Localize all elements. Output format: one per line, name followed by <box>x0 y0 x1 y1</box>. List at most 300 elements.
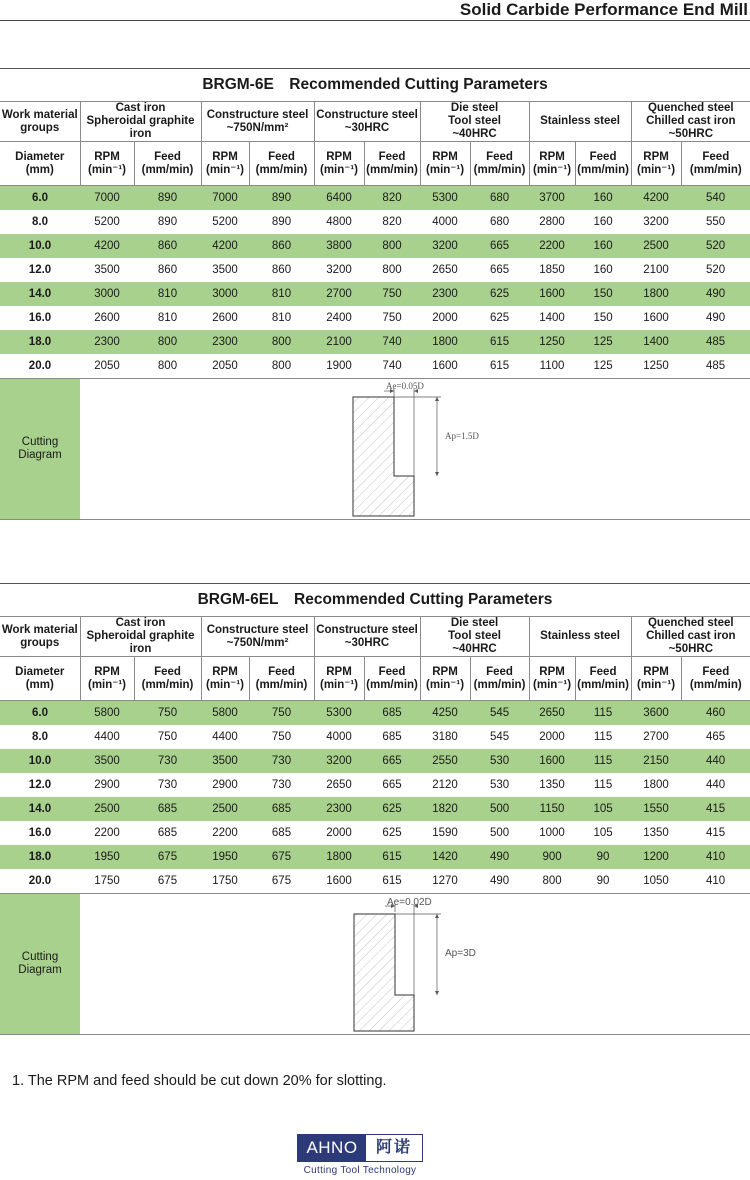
header-text: (min⁻¹) <box>87 163 126 176</box>
value-cell: 4200 <box>201 234 249 258</box>
value-cell: 890 <box>249 186 314 211</box>
value-cell: 2000 <box>432 312 458 324</box>
unit-header-row <box>0 657 750 701</box>
header-text: ~50HRC <box>668 643 714 655</box>
feed-header <box>134 657 201 701</box>
value-cell: 485 <box>705 360 726 372</box>
table-row <box>0 354 750 379</box>
value-cell: 750 <box>157 731 178 743</box>
value-cell: 820 <box>382 216 402 228</box>
value-cell: 1150 <box>529 797 575 821</box>
value-cell: 105 <box>593 827 613 839</box>
header-text: Feed <box>154 150 181 163</box>
diameter-cell: 12.0 <box>28 779 52 791</box>
value-cell: 625 <box>470 282 529 306</box>
value-cell: 3500 <box>212 264 238 276</box>
value-cell: 615 <box>382 875 402 887</box>
rpm-header <box>201 142 249 186</box>
value-cell: 460 <box>681 701 750 726</box>
material-group-header <box>80 617 201 657</box>
header-text: (mm/min) <box>255 678 308 691</box>
value-cell: 890 <box>157 216 178 228</box>
value-cell: 615 <box>489 360 510 372</box>
header-text: Spheroidal graphite <box>86 115 195 127</box>
value-cell: 3000 <box>201 282 249 306</box>
header-text: (mm/min) <box>255 163 308 176</box>
value-cell: 730 <box>249 749 314 773</box>
value-cell: 520 <box>681 234 750 258</box>
header-text: (min⁻¹) <box>426 163 465 176</box>
material-group-header <box>80 102 201 142</box>
value-cell: 1820 <box>420 797 470 821</box>
header-text: (min⁻¹) <box>533 163 572 176</box>
value-cell: 2500 <box>80 797 134 821</box>
value-cell: 890 <box>271 216 292 228</box>
header-text: RPM <box>539 665 565 678</box>
value-cell: 545 <box>470 701 529 726</box>
value-cell: 800 <box>382 264 402 276</box>
header-text: Feed <box>589 150 617 163</box>
ap-label: Ap=3D <box>445 948 476 959</box>
work-material-groups-header <box>0 102 80 142</box>
value-cell: 490 <box>470 845 529 869</box>
value-cell: 2650 <box>326 779 352 791</box>
cutting-diagram-row <box>0 894 750 1035</box>
value-cell: 3000 <box>80 282 134 306</box>
header-text: (mm/min) <box>689 163 742 176</box>
value-cell: 750 <box>249 701 314 726</box>
value-cell: 4200 <box>631 186 681 211</box>
rpm-header <box>420 142 470 186</box>
value-cell: 730 <box>271 779 292 791</box>
cutting-diagram <box>80 379 750 519</box>
value-cell: 1000 <box>539 827 565 839</box>
header-text: Tool steel <box>448 630 501 642</box>
value-cell: 125 <box>593 360 613 372</box>
header-text: Stainless steel <box>540 630 620 642</box>
logo-text-en: AHNO <box>298 1135 366 1161</box>
feed-header <box>364 142 420 186</box>
value-cell: 5800 <box>80 701 134 726</box>
value-cell: 7000 <box>80 186 134 211</box>
value-cell: 2600 <box>212 312 238 324</box>
header-text: RPM <box>643 150 669 163</box>
cutting-parameters-table <box>0 616 750 1035</box>
material-group-header <box>529 102 631 142</box>
header-text: (min⁻¹) <box>320 163 359 176</box>
cutting-diagram-row <box>0 379 750 520</box>
value-cell: 2050 <box>94 360 120 372</box>
value-cell: 2550 <box>420 749 470 773</box>
value-cell: 750 <box>271 731 292 743</box>
value-cell: 1350 <box>539 779 565 791</box>
header-text: Feed <box>154 665 181 678</box>
diameter-cell: 14.0 <box>0 797 80 821</box>
header-text: Work material <box>1 108 78 121</box>
value-cell: 1800 <box>314 845 364 869</box>
value-cell: 750 <box>382 312 402 324</box>
header-text: RPM <box>212 150 238 163</box>
cutting-diagram-cell <box>80 379 750 520</box>
header-text: Chilled cast iron <box>646 630 736 642</box>
value-cell: 540 <box>681 186 750 211</box>
value-cell: 2300 <box>201 330 249 354</box>
header-text: Die steel <box>450 102 499 114</box>
header-text: RPM <box>94 665 120 678</box>
header-text: Cutting <box>21 436 59 448</box>
header-text: ~40HRC <box>452 128 497 140</box>
cutting-diagram-cell <box>80 894 750 1035</box>
diameter-cell: 6.0 <box>0 186 80 211</box>
value-cell: 465 <box>705 731 726 743</box>
value-cell: 530 <box>470 749 529 773</box>
feed-header <box>249 142 314 186</box>
diameter-cell: 20.0 <box>28 875 52 887</box>
header-text: Spheroidal graphite <box>86 630 195 642</box>
diameter-cell: 8.0 <box>32 216 48 228</box>
cutting-diagram-label <box>0 379 80 520</box>
header-text: (min⁻¹) <box>637 678 676 691</box>
value-cell: 1050 <box>643 875 669 887</box>
value-cell: 1800 <box>420 330 470 354</box>
header-text: RPM <box>432 150 458 163</box>
value-cell: 490 <box>681 282 750 306</box>
value-cell: 665 <box>382 779 402 791</box>
workpiece-profile <box>354 914 414 1031</box>
value-cell: 3800 <box>314 234 364 258</box>
cutting-parameters-table <box>0 101 750 520</box>
header-text: Feed <box>486 150 513 163</box>
value-cell: 1200 <box>631 845 681 869</box>
value-cell: 615 <box>470 330 529 354</box>
value-cell: 520 <box>705 264 726 276</box>
diameter-cell: 16.0 <box>28 312 52 324</box>
cutting-diagram <box>80 894 750 1034</box>
header-text: Feed <box>378 665 406 678</box>
ahno-logo <box>297 1134 423 1176</box>
value-cell: 740 <box>364 330 420 354</box>
header-text: Constructure steel <box>316 108 418 121</box>
value-cell: 4800 <box>326 216 352 228</box>
value-cell: 810 <box>249 282 314 306</box>
header-text: Feed <box>702 665 730 678</box>
value-cell: 625 <box>382 827 402 839</box>
value-cell: 1400 <box>631 330 681 354</box>
diameter-cell: 20.0 <box>28 360 52 372</box>
value-cell: 2200 <box>529 234 575 258</box>
value-cell: 4000 <box>432 216 458 228</box>
value-cell: 675 <box>157 875 178 887</box>
value-cell: 550 <box>705 216 726 228</box>
value-cell: 750 <box>364 282 420 306</box>
header-text: ~50HRC <box>668 128 714 140</box>
header-text: Feed <box>589 665 617 678</box>
table-row <box>0 821 750 845</box>
unit-header-row <box>0 142 750 186</box>
value-cell: 3500 <box>80 749 134 773</box>
rpm-header <box>529 142 575 186</box>
value-cell: 1250 <box>643 360 669 372</box>
header-text: Constructure steel <box>206 623 309 636</box>
header-text: ~750N/mm² <box>226 121 289 134</box>
value-cell: 1600 <box>326 875 352 887</box>
value-cell: 2300 <box>314 797 364 821</box>
rpm-header <box>420 657 470 701</box>
value-cell: 4000 <box>326 731 352 743</box>
value-cell: 665 <box>470 234 529 258</box>
value-cell: 685 <box>364 701 420 726</box>
table-row <box>0 282 750 306</box>
material-group-header <box>201 102 314 142</box>
value-cell: 1950 <box>201 845 249 869</box>
value-cell: 1800 <box>643 779 669 791</box>
value-cell: 90 <box>596 875 610 887</box>
diameter-cell: 10.0 <box>0 749 80 773</box>
material-group-header <box>631 102 750 142</box>
rpm-header <box>529 657 575 701</box>
value-cell: 2650 <box>529 701 575 726</box>
value-cell: 115 <box>575 749 631 773</box>
value-cell: 1250 <box>529 330 575 354</box>
table-title: BRGM-6EL Recommended Cutting Parameters <box>0 583 750 616</box>
header-text: (mm/min) <box>141 678 194 691</box>
diameter-cell: 12.0 <box>28 264 52 276</box>
value-cell: 160 <box>575 186 631 211</box>
value-cell: 860 <box>271 264 292 276</box>
material-group-header <box>314 617 420 657</box>
workpiece-profile <box>353 397 414 516</box>
material-group-header <box>201 617 314 657</box>
ap-label: Ap=1.5D <box>445 431 479 441</box>
header-text: RPM <box>326 150 352 163</box>
header-text: iron <box>129 643 152 655</box>
value-cell: 625 <box>489 312 510 324</box>
header-text: Feed <box>378 150 406 163</box>
header-text: (mm/min) <box>473 678 526 691</box>
value-cell: 1270 <box>432 875 458 887</box>
ae-label: Ae=0.05D <box>386 381 424 391</box>
material-group-header <box>314 102 420 142</box>
header-text: groups <box>20 636 60 649</box>
value-cell: 2600 <box>94 312 120 324</box>
value-cell: 490 <box>705 312 726 324</box>
value-cell: 2500 <box>631 234 681 258</box>
material-group-header <box>631 617 750 657</box>
header-text: RPM <box>643 665 669 678</box>
value-cell: 685 <box>134 797 201 821</box>
header-text: Chilled cast iron <box>646 115 736 127</box>
header-text: Stainless steel <box>540 115 620 127</box>
value-cell: 730 <box>157 779 178 791</box>
value-cell: 2300 <box>420 282 470 306</box>
header-text: Constructure steel <box>316 623 418 636</box>
value-cell: 685 <box>271 827 292 839</box>
header-text: Tool steel <box>448 115 501 127</box>
value-cell: 800 <box>542 875 562 887</box>
diameter-header <box>0 657 80 701</box>
rpm-header <box>201 657 249 701</box>
value-cell: 685 <box>249 797 314 821</box>
value-cell: 1600 <box>529 282 575 306</box>
value-cell: 810 <box>134 282 201 306</box>
header-text: Quenched steel <box>647 102 734 114</box>
value-cell: 2300 <box>80 330 134 354</box>
table-row <box>0 725 750 749</box>
value-cell: 490 <box>489 875 510 887</box>
value-cell: 2400 <box>326 312 352 324</box>
value-cell: 740 <box>382 360 402 372</box>
diameter-cell: 8.0 <box>32 731 48 743</box>
value-cell: 1600 <box>432 360 458 372</box>
header-text: Feed <box>486 665 513 678</box>
value-cell: 2000 <box>326 827 352 839</box>
header-text: Cutting <box>21 951 59 963</box>
value-cell: 2800 <box>539 216 565 228</box>
value-cell: 415 <box>681 797 750 821</box>
value-cell: 1800 <box>631 282 681 306</box>
table-row <box>0 258 750 282</box>
rpm-header <box>631 657 681 701</box>
header-text: Feed <box>268 150 295 163</box>
table-title: BRGM-6E Recommended Cutting Parameters <box>0 68 750 101</box>
value-cell: 800 <box>249 330 314 354</box>
table-row <box>0 330 750 354</box>
header-text: RPM <box>539 150 565 163</box>
value-cell: 820 <box>364 186 420 211</box>
header-text: (min⁻¹) <box>87 678 126 691</box>
value-cell: 5300 <box>420 186 470 211</box>
header-text: (mm/min) <box>473 163 526 176</box>
value-cell: 5800 <box>201 701 249 726</box>
header-text: (mm/min) <box>141 163 194 176</box>
header-text: Die steel <box>450 617 499 629</box>
value-cell: 1400 <box>539 312 565 324</box>
material-group-header <box>420 102 529 142</box>
value-cell: 750 <box>134 701 201 726</box>
header-text: Quenched steel <box>647 617 734 629</box>
value-cell: 160 <box>575 234 631 258</box>
value-cell: 5200 <box>212 216 238 228</box>
value-cell: 115 <box>575 701 631 726</box>
value-cell: 2000 <box>539 731 565 743</box>
value-cell: 680 <box>470 186 529 211</box>
header-text: (min⁻¹) <box>426 678 465 691</box>
header-text: iron <box>129 128 152 140</box>
value-cell: 685 <box>157 827 178 839</box>
feed-header <box>681 142 750 186</box>
value-cell: 410 <box>681 845 750 869</box>
table-row <box>0 773 750 797</box>
value-cell: 800 <box>271 360 292 372</box>
value-cell: 2700 <box>643 731 669 743</box>
value-cell: 2200 <box>212 827 238 839</box>
value-cell: 1850 <box>539 264 565 276</box>
value-cell: 2200 <box>94 827 120 839</box>
value-cell: 5300 <box>314 701 364 726</box>
work-material-groups-header <box>0 617 80 657</box>
feed-header <box>364 657 420 701</box>
value-cell: 675 <box>271 875 292 887</box>
header-text: Diagram <box>18 964 62 976</box>
value-cell: 730 <box>134 749 201 773</box>
header-text: Diagram <box>18 449 62 461</box>
value-cell: 810 <box>271 312 292 324</box>
feed-header <box>470 657 529 701</box>
header-text: RPM <box>94 150 120 163</box>
value-cell: 615 <box>364 845 420 869</box>
value-cell: 2900 <box>212 779 238 791</box>
diameter-cell: 14.0 <box>0 282 80 306</box>
value-cell: 500 <box>489 827 510 839</box>
value-cell: 5200 <box>94 216 120 228</box>
value-cell: 3200 <box>643 216 669 228</box>
value-cell: 125 <box>575 330 631 354</box>
header-text: Constructure steel <box>206 108 309 121</box>
value-cell: 680 <box>489 216 510 228</box>
value-cell: 2120 <box>432 779 458 791</box>
header-text: Feed <box>702 150 730 163</box>
value-cell: 3200 <box>326 264 352 276</box>
value-cell: 665 <box>364 749 420 773</box>
value-cell: 2100 <box>314 330 364 354</box>
logo-subtitle: Cutting Tool Technology <box>303 1165 417 1176</box>
header-text: (min⁻¹) <box>205 678 244 691</box>
value-cell: 1590 <box>432 827 458 839</box>
feed-header <box>575 657 631 701</box>
value-cell: 2650 <box>432 264 458 276</box>
material-group-header <box>529 617 631 657</box>
table-row <box>0 186 750 211</box>
value-cell: 115 <box>593 731 613 743</box>
value-cell: 1350 <box>643 827 669 839</box>
header-text: (mm) <box>25 678 54 691</box>
value-cell: 625 <box>364 797 420 821</box>
value-cell: 800 <box>134 330 201 354</box>
header-text: (mm) <box>25 163 54 176</box>
header-text: RPM <box>432 665 458 678</box>
value-cell: 675 <box>249 845 314 869</box>
value-cell: 3500 <box>201 749 249 773</box>
value-cell: 500 <box>470 797 529 821</box>
header-text: (min⁻¹) <box>533 678 572 691</box>
table-row <box>0 845 750 869</box>
diameter-cell: 18.0 <box>0 330 80 354</box>
value-cell: 675 <box>134 845 201 869</box>
value-cell: 3600 <box>631 701 681 726</box>
value-cell: 160 <box>593 216 613 228</box>
value-cell: 2500 <box>201 797 249 821</box>
header-text: Feed <box>268 665 295 678</box>
header-text: ~30HRC <box>344 121 390 134</box>
header-text: (min⁻¹) <box>320 678 359 691</box>
value-cell: 1750 <box>94 875 120 887</box>
value-cell: 440 <box>705 779 726 791</box>
diameter-cell: 10.0 <box>0 234 80 258</box>
header-text: Cast iron <box>115 102 166 114</box>
material-header-row <box>0 102 750 142</box>
value-cell: 1420 <box>420 845 470 869</box>
table-block-brgm-6el <box>0 583 750 1035</box>
diameter-cell: 16.0 <box>28 827 52 839</box>
value-cell: 7000 <box>201 186 249 211</box>
value-cell: 1900 <box>326 360 352 372</box>
value-cell: 890 <box>134 186 201 211</box>
table-row <box>0 306 750 330</box>
ae-label: Ae=0.02D <box>387 897 432 908</box>
table-row <box>0 210 750 234</box>
page-title: Solid Carbide Performance End Mill <box>459 0 748 19</box>
rpm-header <box>631 142 681 186</box>
